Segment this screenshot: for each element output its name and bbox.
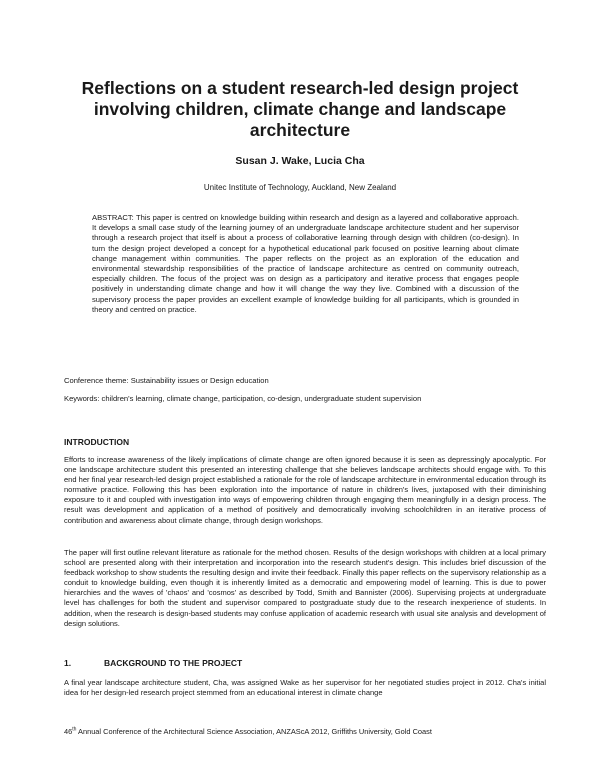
footer-conference-text: Annual Conference of the Architectural Science Association, ANZAScA 2012, Griffiths University, Gold Coast [76, 727, 432, 736]
footer-ordinal-suffix: th [72, 726, 77, 733]
abstract: ABSTRACT: This paper is centred on knowledge building within research and design as a layered and collaborative approach. It develops a small case study of the learning journey of an undergraduate landscape architecture student and her supervisor through a research project that itself is about a process of collaborative learning through design with children (co-design). In turn the design project developed a concept for a hypothetical educational park focused on positive learning about climate change management within communities. The paper reflects on the project as an exploration of the education and environmental stewardship responsibilities of the practice of landscape architecture as centred on community outreach, especially children. The focus of the project was on design as a participatory and iterative process that engages people positively in understanding climate change and how it will change the way they live. Combined with a discussion of the supervisory process the paper provides an excellent example of knowledge building for all participants, which is grounded in theory and centred on practice. [92, 213, 519, 314]
introduction-paragraph-1: Efforts to increase awareness of the likely implications of climate change are often ignored because it is seen as depressingly apocalyptic. For one landscape architecture student this presented an interesting challenge that she believes landscape architects should engage with. To this end her final year research-led design project established a rationale for the role of landscape architecture in environmental education through its normative practice. Following this has been exploration into the importance of nature in children's lives, juxtaposed with their diminishing exposure to it and coupled with investigation into ways of empowering children through engaging them meaningfully in a design process. The result was development and application of a method of positively and democratically involving schoolchildren in an iterative process of contribution and awareness about climate change, through design workshops. [64, 455, 546, 525]
paper-title: Reflections on a student research-led design project involving children, climate change and landscape architecture [81, 78, 519, 140]
section-1-heading [64, 658, 242, 668]
footer-ordinal: 46 [64, 727, 73, 736]
page-footer [64, 727, 544, 737]
introduction-heading: INTRODUCTION [64, 437, 130, 447]
section-1-number: 1. [64, 658, 72, 668]
conference-theme: Conference theme: Sustainability issues or Design education [64, 376, 269, 385]
section-1-title: BACKGROUND TO THE PROJECT [104, 658, 243, 668]
paper-affiliation: Unitec Institute of Technology, Auckland, New Zealand [203, 183, 397, 192]
keywords: Keywords: children's learning, climate change, participation, co-design, undergraduate student supervision [64, 394, 422, 403]
paper-authors: Susan J. Wake, Lucia Cha [235, 155, 365, 167]
introduction-paragraph-2: The paper will first outline relevant literature as rationale for the method chosen. Results of the design workshops with children at a local primary school are presented along with their interpretation and incorporation into the research student's design. This includes brief discussion of the feedback workshop to show students the resulting design and invite their feedback. Finally this paper reflects on the supervisory relationship as a conduit to knowledge building, even though it is inherently limited as a democratic and empowering model of learning. This is due to power hierarchies and the waves of 'chaos' and 'cosmos' as described by Todd, Smith and Bannister (2006). Supervising projects at undergraduate level has challenges for both the student and supervisor compared to postgraduate study due to the research inexperience of students. In addition, when the research is design-based students may confuse application of academic research with usual site analysis and development of design solutions. [64, 548, 546, 628]
section-1-paragraph-1: A final year landscape architecture student, Cha, was assigned Wake as her supervisor for her negotiated studies project in 2012. Cha's initial idea for her design-led research project stemmed from an educational interest in climate change [64, 678, 546, 698]
